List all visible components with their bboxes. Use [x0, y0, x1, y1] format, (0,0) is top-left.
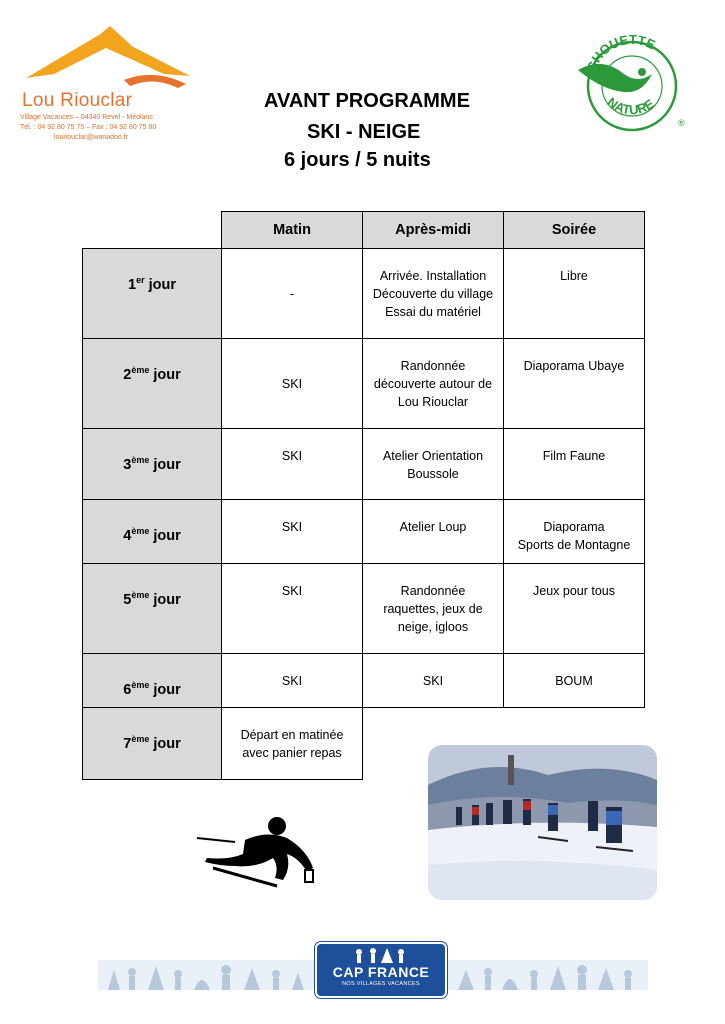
cell-soiree-line: Sports de Montagne	[517, 538, 631, 552]
table-row	[83, 249, 645, 339]
cell-apres-midi	[363, 429, 504, 500]
cell-apres-midi-line: Randonnée	[400, 584, 466, 598]
cell-matin-line: SKI	[281, 520, 303, 534]
day-label	[83, 429, 222, 500]
cell-apres-midi-line: découverte autour de	[373, 377, 493, 391]
cell-matin-line: SKI	[281, 584, 303, 598]
cell-apres-midi	[363, 564, 504, 654]
cell-apres-midi-line: Boussole	[407, 467, 459, 481]
cell-apres-midi-line: Arrivée. Installation	[379, 269, 487, 283]
table-row	[83, 500, 645, 564]
day-number: 3	[123, 456, 132, 473]
cell-apres-midi	[363, 654, 504, 708]
cell-apres-midi-line: Découverte du village	[372, 287, 494, 301]
day-label	[83, 654, 222, 708]
cell-soiree	[504, 500, 645, 564]
day-word: jour	[153, 735, 181, 752]
header-matin: Matin	[222, 212, 363, 249]
cell-apres-midi	[363, 500, 504, 564]
cell-matin-line: SKI	[281, 377, 303, 391]
day-ordinal-suffix: ème	[131, 526, 150, 536]
cell-apres-midi-line: Atelier Orientation	[382, 449, 484, 463]
cell-soiree	[504, 564, 645, 654]
cell-apres-midi-line: Essai du matériel	[385, 305, 481, 319]
cap-france-people-icon	[351, 946, 411, 964]
cell-matin-line: Départ en matinée	[240, 728, 344, 742]
skier-silhouette-icon	[195, 810, 325, 898]
header-soiree: Soirée	[504, 212, 645, 249]
cell-apres-midi-line: neige, igloos	[397, 620, 469, 634]
cell-soiree	[504, 339, 645, 429]
day-label	[83, 708, 222, 780]
cell-soiree-line: Diaporama	[543, 520, 605, 534]
day-word: jour	[153, 366, 181, 383]
logo-email: louriouclar@wanadoo.fr	[54, 134, 129, 141]
day-ordinal-suffix: ème	[131, 455, 150, 465]
cell-apres-midi	[363, 249, 504, 339]
day-ordinal-suffix: ème	[131, 734, 150, 744]
table-row	[83, 654, 645, 708]
day-ordinal-suffix: ème	[131, 365, 150, 375]
logo-phone: Tél. : 04 92 80 75 75 – Fax : 04 92 80 75 80	[20, 124, 157, 131]
cell-matin	[222, 339, 363, 429]
program-table	[82, 211, 645, 780]
day-label	[83, 564, 222, 654]
table-row	[83, 564, 645, 654]
footer-banner	[98, 930, 648, 1010]
cell-apres-midi-line: SKI	[422, 674, 444, 688]
cell-matin-line: SKI	[281, 674, 303, 688]
day-ordinal-suffix: ème	[131, 680, 150, 690]
cell-soiree	[504, 249, 645, 339]
day-word: jour	[153, 527, 181, 544]
day-word: jour	[153, 591, 181, 608]
chouette-nature-logo	[572, 26, 692, 136]
cell-matin	[222, 500, 363, 564]
day-label	[83, 339, 222, 429]
header-apres-midi: Après-midi	[363, 212, 504, 249]
cell-apres-midi-line: Lou Riouclar	[397, 395, 469, 409]
lou-riouclar-logo	[14, 14, 204, 139]
cell-apres-midi-line: raquettes, jeux de	[383, 602, 483, 616]
day-number: 4	[123, 527, 132, 544]
cell-soiree-line: Jeux pour tous	[533, 584, 615, 598]
day-label	[83, 500, 222, 564]
cell-matin	[222, 249, 363, 339]
table-header-row	[83, 212, 645, 249]
cell-matin	[222, 708, 363, 780]
day-number: 1	[127, 276, 137, 293]
cap-france-subtitle: NOS VILLAGES VACANCES	[342, 981, 420, 987]
owl-logo-icon	[572, 26, 692, 136]
svg-text:CHOUETTE	[584, 32, 658, 74]
cell-matin	[222, 429, 363, 500]
logo-brand-name: Lou Riouclar	[22, 90, 133, 111]
cell-soiree	[504, 654, 645, 708]
cell-matin	[222, 654, 363, 708]
day-number: 2	[123, 366, 132, 383]
day-number: 7	[123, 735, 132, 752]
cell-soiree-line: Diaporama Ubaye	[523, 359, 625, 373]
day-word: jour	[153, 456, 181, 473]
cell-apres-midi-line: Randonnée	[400, 359, 466, 373]
cell-matin	[222, 564, 363, 654]
day-ordinal-suffix: er	[136, 275, 145, 285]
ski-children-photo	[428, 745, 657, 900]
logo-address: Village Vacances – 04340 Revel - Méolans	[20, 114, 153, 121]
logo-chouette-top: CHOUETTE	[583, 31, 658, 74]
table-row	[83, 339, 645, 429]
cell-matin-line: SKI	[281, 449, 303, 463]
registered-mark: ®	[678, 118, 685, 128]
day-label	[83, 249, 222, 339]
logo-chouette-bottom: NATURE	[604, 94, 657, 118]
cell-matin-line: -	[289, 287, 295, 301]
day-word: jour	[153, 681, 181, 698]
cell-soiree-line: BOUM	[555, 674, 593, 688]
svg-text:NATURE	[604, 94, 657, 117]
cap-france-title: CAP FRANCE	[332, 964, 430, 980]
day-ordinal-suffix: ème	[131, 590, 150, 600]
roof-logo-icon	[14, 14, 204, 94]
title-line-2: SKI - NEIGE	[307, 121, 421, 143]
cell-matin-line: avec panier repas	[242, 746, 342, 760]
title-line-3: 6 jours / 5 nuits	[284, 149, 431, 171]
cell-soiree-line: Film Faune	[542, 449, 606, 463]
cell-soiree	[504, 429, 645, 500]
cell-apres-midi	[363, 339, 504, 429]
title-line-1: AVANT PROGRAMME	[264, 90, 470, 112]
day-word: jour	[148, 276, 176, 293]
day-number: 6	[123, 681, 132, 698]
cell-soiree-line: Libre	[560, 269, 588, 283]
table-row	[83, 429, 645, 500]
day-number: 5	[123, 591, 132, 608]
cap-france-badge	[315, 942, 447, 998]
table-corner	[83, 212, 222, 249]
cell-apres-midi-line: Atelier Loup	[399, 520, 467, 534]
